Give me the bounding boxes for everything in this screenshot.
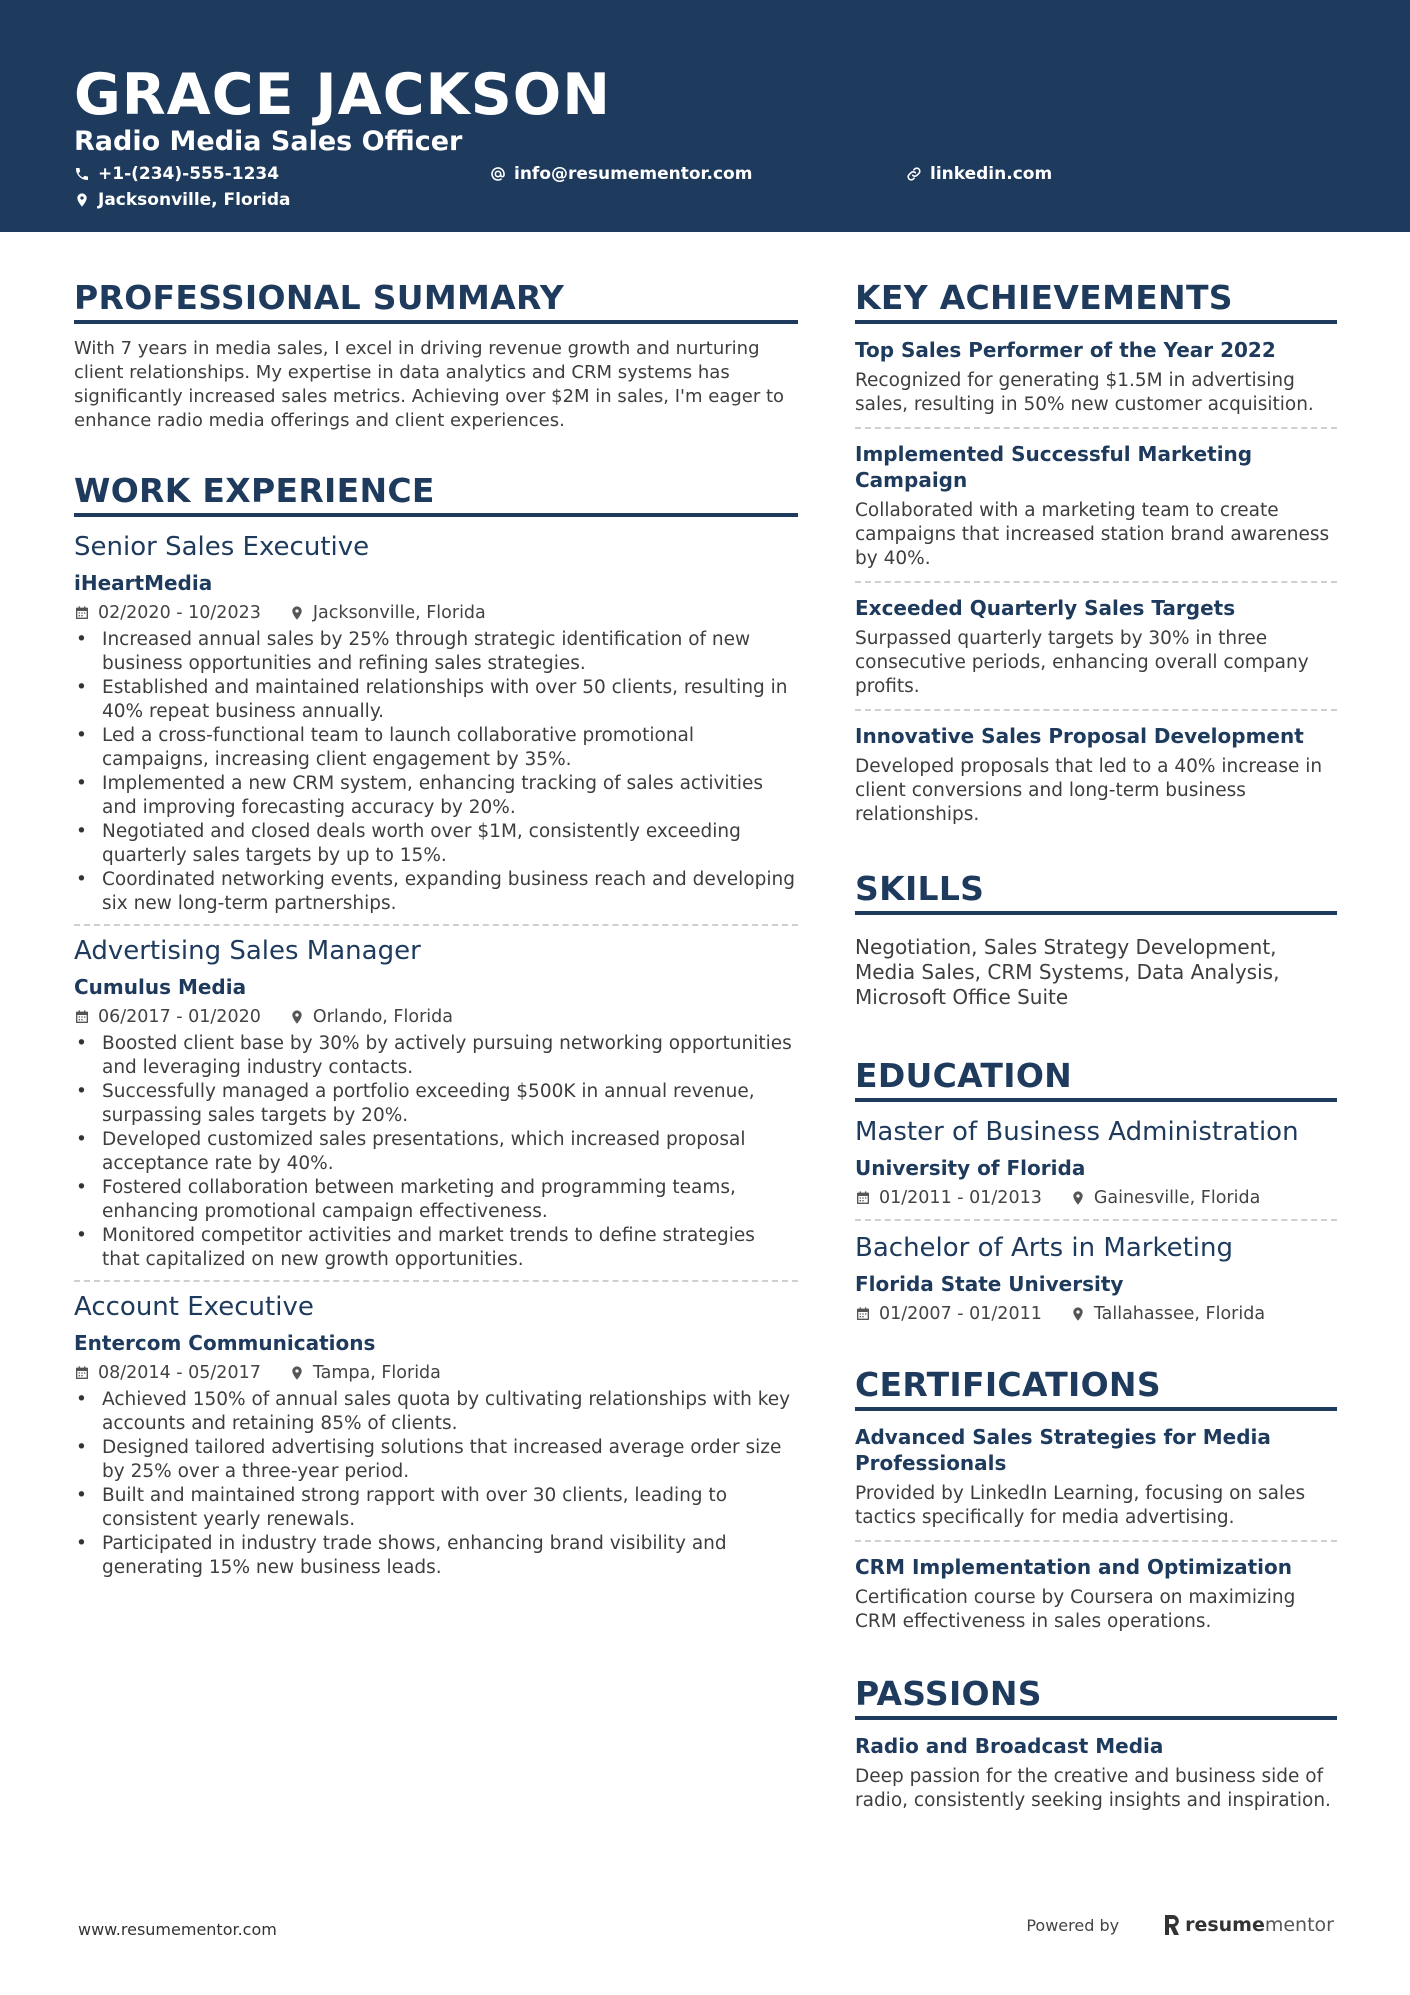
- job-dates-text: 06/2017 - 01/2020: [98, 1007, 261, 1027]
- education-meta: [855, 1187, 1337, 1209]
- achievement-item: [855, 337, 1337, 417]
- achievement-title: Implemented Successful Marketing Campaign: [855, 442, 1253, 492]
- passions-heading: PASSIONS: [855, 1674, 1337, 1720]
- achievement-desc: Developed proposals that led to a 40% increase in client conversions and long-term business relationships.: [855, 756, 1323, 825]
- list-item: • Built and maintained strong rapport with over 30 clients, leading to consistent yearly renewals.: [74, 1484, 798, 1532]
- map-pin-icon: [1070, 1190, 1086, 1206]
- achievement-title: Top Sales Performer of the Year 2022: [855, 338, 1276, 362]
- job-title: Advertising Sales Manager: [74, 936, 421, 966]
- job-location-text: Orlando, Florida: [312, 1007, 453, 1027]
- list-item: • Participated in industry trade shows, enhancing brand visibility and generating 15% new business leads.: [74, 1532, 798, 1580]
- footer-branding: [1026, 1914, 1334, 1936]
- email-text: info@resumementor.com: [514, 164, 753, 184]
- job-location-text: Jacksonville, Florida: [312, 603, 486, 623]
- education-location: [1070, 1187, 1260, 1209]
- education-item: [855, 1115, 1337, 1209]
- certification-divider: [855, 1540, 1337, 1542]
- calendar-icon: [74, 1365, 90, 1381]
- achievement-item: [855, 441, 1337, 571]
- contact-linkedin[interactable]: [906, 163, 1052, 185]
- list-item: • Fostered collaboration between marketing and programming teams, enhancing promotional campaign effectiveness.: [74, 1176, 798, 1224]
- education-location: [1070, 1303, 1265, 1325]
- job-bullets: [74, 628, 798, 916]
- left-column: [74, 278, 798, 1580]
- job-meta: [74, 602, 798, 624]
- education-degree: Bachelor of Arts in Marketing: [855, 1233, 1233, 1263]
- calendar-icon: [855, 1306, 871, 1322]
- education-school: Florida State University: [855, 1272, 1124, 1296]
- education-dates-text: 01/2011 - 01/2013: [879, 1188, 1042, 1208]
- list-item: • Boosted client base by 30% by actively pursuing networking opportunities and leveraging industry contacts.: [74, 1032, 798, 1080]
- job-bullets: [74, 1032, 798, 1272]
- passion-desc: Deep passion for the creative and business side of radio, consistently seeking insights and inspiration.: [855, 1766, 1331, 1811]
- job-entry: [74, 530, 798, 916]
- list-item: • Monitored competitor activities and market trends to define strategies that capitalized on new growth opportunities.: [74, 1224, 798, 1272]
- contact-location: [74, 189, 291, 211]
- job-meta: [74, 1006, 798, 1028]
- certification-desc: Certification course by Coursera on maximizing CRM effectiveness in sales operations.: [855, 1587, 1296, 1632]
- job-entry: [74, 934, 798, 1272]
- certification-item: [855, 1554, 1337, 1634]
- map-pin-icon: [1070, 1306, 1086, 1322]
- footer-website[interactable]: www.resumementor.com: [78, 1920, 277, 1939]
- powered-by-text: Powered by: [1026, 1915, 1120, 1935]
- achievement-divider: [855, 427, 1337, 429]
- certification-title: Advanced Sales Strategies for Media Professionals: [855, 1425, 1271, 1475]
- job-company: iHeartMedia: [74, 571, 213, 595]
- job-divider: [74, 1280, 798, 1282]
- achievement-title: Exceeded Quarterly Sales Targets: [855, 596, 1236, 620]
- job-location-text: Tampa, Florida: [312, 1363, 441, 1383]
- list-item: • Led a cross-functional team to launch collaborative promotional campaigns, increasing client engagement by 35%.: [74, 724, 798, 772]
- job-divider: [74, 924, 798, 926]
- job-dates-text: 08/2014 - 05/2017: [98, 1363, 261, 1383]
- achievement-divider: [855, 581, 1337, 583]
- contact-email[interactable]: [490, 163, 752, 185]
- education-degree: Master of Business Administration: [855, 1117, 1299, 1147]
- link-icon: [906, 166, 922, 182]
- job-location: [289, 602, 486, 624]
- list-item: • Implemented a new CRM system, enhancing tracking of sales activities and improving forecasting accuracy by 20%.: [74, 772, 798, 820]
- education-item: [855, 1231, 1337, 1325]
- education-divider: [855, 1219, 1337, 1221]
- calendar-icon: [74, 605, 90, 621]
- summary-text: With 7 years in media sales, I excel in driving revenue growth and nurturing client relationships. My expertise in data analytics and CRM systems has significantly increased sales metrics. Achieving over $2M in sales, I'm eager to enhance radio media offerings and client experiences.: [74, 338, 785, 431]
- job-entry: [74, 1290, 798, 1580]
- candidate-role: Radio Media Sales Officer: [74, 126, 463, 157]
- brand-name-bold: resume: [1185, 1914, 1265, 1936]
- calendar-icon: [855, 1190, 871, 1206]
- list-item: • Designed tailored advertising solutions that increased average order size by 25% over a three-year period.: [74, 1436, 798, 1484]
- brand-name-light: mentor: [1264, 1914, 1334, 1936]
- summary-heading: PROFESSIONAL SUMMARY: [74, 278, 798, 324]
- job-location: [289, 1362, 441, 1384]
- list-item: • Increased annual sales by 25% through strategic identification of new business opportunities and refining sales strategies.: [74, 628, 798, 676]
- achievement-desc: Surpassed quarterly targets by 30% in three consecutive periods, enhancing overall company profits.: [855, 628, 1309, 697]
- education-dates-text: 01/2007 - 01/2011: [879, 1304, 1042, 1324]
- achievement-divider: [855, 709, 1337, 711]
- job-dates: [74, 602, 261, 624]
- list-item: • Achieved 150% of annual sales quota by cultivating relationships with key accounts and retaining 85% of clients.: [74, 1388, 798, 1436]
- achievement-desc: Recognized for generating $1.5M in advertising sales, resulting in 50% new customer acquisition.: [855, 370, 1314, 415]
- list-item: • Negotiated and closed deals worth over $1M, consistently exceeding quarterly sales targets by up to 15%.: [74, 820, 798, 868]
- map-pin-icon: [289, 605, 305, 621]
- job-title: Account Executive: [74, 1292, 314, 1322]
- certification-desc: Provided by LinkedIn Learning, focusing on sales tactics specifically for media advertising.: [855, 1483, 1306, 1528]
- calendar-icon: [74, 1009, 90, 1025]
- achievements-heading: KEY ACHIEVEMENTS: [855, 278, 1337, 324]
- location-text: Jacksonville, Florida: [98, 190, 291, 210]
- resumementor-logo-icon: [1163, 1915, 1181, 1935]
- brand-logo[interactable]: [1163, 1914, 1334, 1936]
- resume-header: [0, 0, 1410, 232]
- certification-item: [855, 1424, 1337, 1530]
- job-bullets: [74, 1388, 798, 1580]
- education-school: University of Florida: [855, 1156, 1086, 1180]
- education-heading: EDUCATION: [855, 1056, 1337, 1102]
- map-pin-icon: [74, 192, 90, 208]
- skills-heading: SKILLS: [855, 869, 1337, 915]
- job-title: Senior Sales Executive: [74, 532, 370, 562]
- skills-text: Negotiation, Sales Strategy Development, Media Sales, CRM Systems, Data Analysis, Microsoft Office Suite: [855, 935, 1280, 1009]
- job-dates-text: 02/2020 - 10/2023: [98, 603, 261, 623]
- achievement-title: Innovative Sales Proposal Development: [855, 724, 1304, 748]
- education-location-text: Gainesville, Florida: [1093, 1188, 1261, 1208]
- phone-text: +1-(234)-555-1234: [98, 164, 280, 184]
- candidate-name: GRACE JACKSON: [74, 62, 611, 128]
- job-meta: [74, 1362, 798, 1384]
- passion-item: [855, 1733, 1337, 1813]
- phone-icon: [74, 166, 90, 182]
- certifications-heading: CERTIFICATIONS: [855, 1365, 1337, 1411]
- list-item: • Developed customized sales presentations, which increased proposal acceptance rate by 40%.: [74, 1128, 798, 1176]
- job-location: [289, 1006, 453, 1028]
- map-pin-icon: [289, 1365, 305, 1381]
- list-item: • Coordinated networking events, expanding business reach and developing six new long-term partnerships.: [74, 868, 798, 916]
- achievement-item: [855, 723, 1337, 827]
- education-dates: [855, 1187, 1042, 1209]
- map-pin-icon: [289, 1009, 305, 1025]
- at-sign-icon: [490, 166, 506, 182]
- certification-title: CRM Implementation and Optimization: [855, 1555, 1292, 1579]
- job-company: Entercom Communications: [74, 1331, 376, 1355]
- job-company: Cumulus Media: [74, 975, 247, 999]
- right-column: [855, 278, 1337, 1813]
- linkedin-text: linkedin.com: [930, 164, 1053, 184]
- education-location-text: Tallahassee, Florida: [1093, 1304, 1266, 1324]
- passion-title: Radio and Broadcast Media: [855, 1734, 1164, 1758]
- job-dates: [74, 1362, 261, 1384]
- achievement-item: [855, 595, 1337, 699]
- list-item: • Established and maintained relationships with over 50 clients, resulting in 40% repeat business annually.: [74, 676, 798, 724]
- achievement-desc: Collaborated with a marketing team to create campaigns that increased station brand awareness by 40%.: [855, 500, 1330, 569]
- experience-heading: WORK EXPERIENCE: [74, 471, 798, 517]
- contact-phone[interactable]: [74, 163, 279, 185]
- education-meta: [855, 1303, 1337, 1325]
- education-dates: [855, 1303, 1042, 1325]
- job-dates: [74, 1006, 261, 1028]
- list-item: • Successfully managed a portfolio exceeding $500K in annual revenue, surpassing sales targets by 20%.: [74, 1080, 798, 1128]
